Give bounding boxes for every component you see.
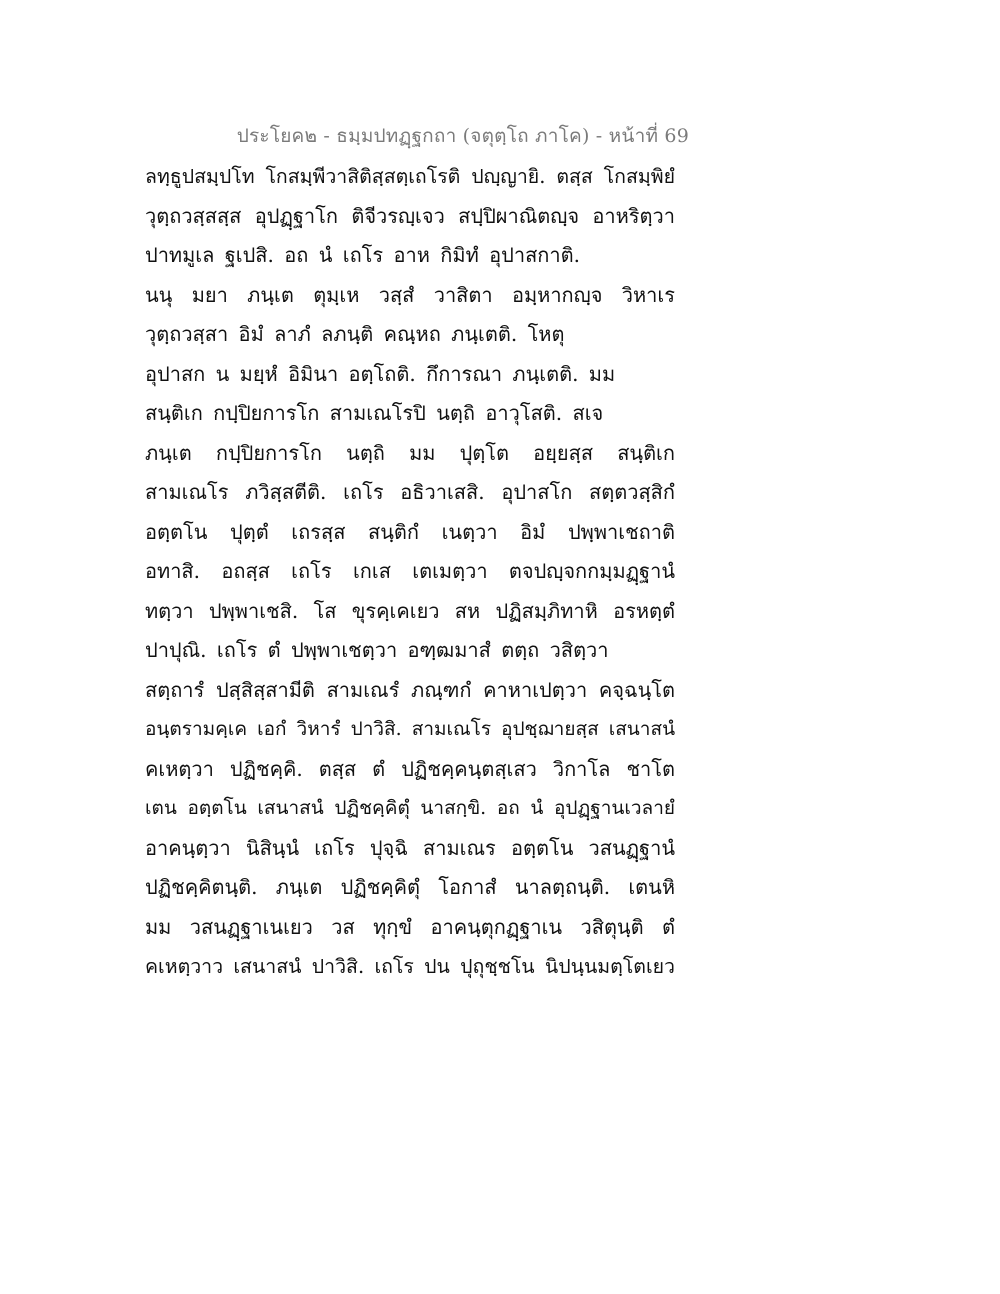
- text-line: นนุ มยา ภนฺเต ตุมฺเห วสฺสํ วาสิตา อมฺหากญฺจ วิหาเร: [145, 282, 675, 307]
- text-line: เตน อตฺตโน เสนาสนํ ปฏิชคฺคิตุํ นาสกฺขิ. อถ นํ อุปฏฺฐานเวลายํ: [145, 797, 675, 819]
- text-line: มม วสนฏฺฐาเนเยว วส ทุกฺขํ อาคนฺตุกฏฺฐาเน วสิตุนฺติ ตํ: [145, 914, 675, 939]
- text-line: อาคนฺตฺวา นิสินฺนํ เถโร ปุจฺฉิ สามเณร อตฺตโน วสนฏฺฐานํ: [145, 835, 675, 860]
- text-line: ปฏิชคฺคิตนฺติ. ภนฺเต ปฏิชคฺคิตุํ โอกาสํ นาลตฺถนฺติ. เตนหิ: [145, 875, 675, 899]
- text-line: ทตฺวา ปพฺพาเชสิ. โส ขุรคฺเคเยว สห ปฏิสมฺภิทาหิ อรหตฺตํ: [145, 598, 675, 623]
- running-header: ประโยค๒ - ธมฺมปทฏฺฐกถา (จตุตฺโถ ภาโค) - หน้าที่ 69: [236, 125, 689, 147]
- text-line: สามเณโร ภวิสฺสตีติ. เถโร อธิวาเสสิ. อุปาสโก สตฺตวสฺสิกํ: [145, 480, 675, 504]
- text-line: สนฺติเก กปฺปิยการโก สามเณโรปิ นตฺถิ อาวุโสติ. สเจ: [145, 401, 604, 425]
- text-line: อตฺตโน ปุตฺตํ เถรสฺส สนฺติกํ เนตฺวา อิมํ ปพฺพาเชถาติ: [145, 519, 675, 544]
- text-line: อนฺตรามคฺเค เอกํ วิหารํ ปาวิสิ. สามเณโร อุปชฺฌายสฺส เสนาสนํ: [145, 718, 676, 740]
- text-line: อุปาสก น มยฺหํ อิมินา อตฺโถติ. กึการณา ภนฺเตติ. มม: [145, 361, 616, 386]
- text-line: คเหตฺวา ปฏิชคฺคิ. ตสฺส ตํ ปฏิชคฺคนฺตสฺเสว วิกาโล ชาโต: [145, 756, 675, 781]
- text-line: สตฺถารํ ปสฺสิสฺสามีติ สามเณรํ ภณฺฑกํ คาหาเปตฺวา คจฺฉนฺโต: [145, 677, 675, 702]
- text-line: อทาสิ. อถสฺส เถโร เกเส เตเมตฺวา ตจปญฺจกกมฺมฏฺฐานํ: [145, 559, 675, 583]
- body-text: [145, 157, 675, 987]
- text-line: คเหตฺวาว เสนาสนํ ปาวิสิ. เถโร ปน ปุถุชฺชโน นิปนฺนมตฺโตเยว: [145, 955, 675, 978]
- text-line: วุตฺถวสฺสา อิมํ ลาภํ ลภนฺติ คณฺหถ ภนฺเตติ. โหตุ: [145, 322, 565, 346]
- text-line: ภนฺเต กปฺปิยการโก นตฺถิ มม ปุตฺโต อยฺยสฺส สนฺติเก: [145, 440, 675, 465]
- text-line: ปาปุณิ. เถโร ตํ ปพฺพาเชตฺวา อฑฺฒมาสํ ตตฺถ วสิตฺวา: [145, 638, 609, 662]
- text-line: ลทฺธูปสมฺปโท โกสมฺพีวาสิติสฺสตฺเถโรติ ปญฺญายิ. ตสฺส โกสมฺพิยํ: [145, 165, 675, 188]
- text-line: ปาทมูเล ฐเปสิ. อถ นํ เถโร อาห กิมิทํ อุปาสกาติ.: [145, 243, 580, 267]
- text-line: วุตฺถวสฺสสฺส อุปฏฺฐาโก ติจีวรญฺเจว สปฺปิผาณิตญฺจ อาหริตฺวา: [145, 203, 675, 228]
